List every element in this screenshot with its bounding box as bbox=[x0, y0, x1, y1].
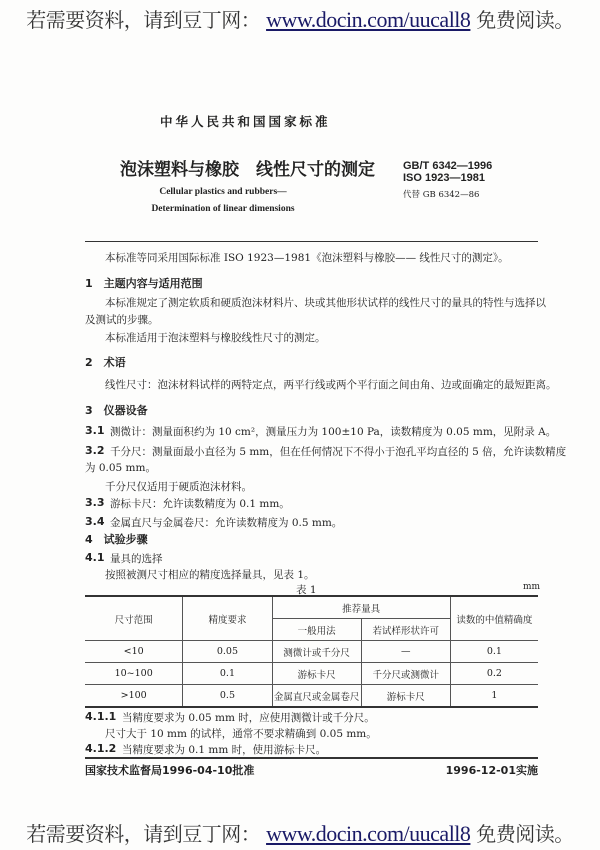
table-row bbox=[85, 663, 538, 685]
cell: 金属直尺或金属卷尺 bbox=[272, 685, 361, 708]
bottom-banner bbox=[0, 818, 600, 847]
top-banner bbox=[0, 4, 600, 33]
paragraph: 为 0.05 mm。 bbox=[85, 462, 156, 474]
banner-suffix: 免费阅读。 bbox=[476, 8, 574, 32]
paragraph: 测微计：测量面积约为 10 cm²，测量压力为 100±10 Pa，读数精度为 0.05 mm，见附录 A。 bbox=[110, 426, 557, 438]
cell: 10~100 bbox=[85, 663, 183, 685]
header-rule bbox=[85, 241, 538, 242]
paragraph: 按照被测尺寸相应的精度选择量具，见表 1。 bbox=[105, 569, 315, 581]
document-title: 泡沫塑料与橡胶 线性尺寸的测定 bbox=[120, 160, 375, 180]
header-cell: 一般用法 bbox=[272, 619, 361, 641]
clause-number: 3.1 bbox=[85, 424, 105, 437]
paragraph: 及测试的步骤。 bbox=[85, 314, 159, 326]
banner-link[interactable]: www.docin.com/uucall8 bbox=[266, 7, 471, 32]
header-cell: 读数的中值精确度 bbox=[450, 596, 538, 641]
footer-rule bbox=[85, 757, 538, 759]
clause-number: 3.3 bbox=[85, 496, 105, 509]
clause-number: 4.1 bbox=[85, 551, 105, 564]
cell: 1 bbox=[450, 685, 538, 708]
standard-code: GB/T 6342—1996 bbox=[403, 160, 493, 172]
paragraph: 千分尺仅适用于硬质泡沫材料。 bbox=[105, 481, 252, 493]
paragraph: 量具的选择 bbox=[110, 553, 163, 565]
intro-text: 本标准等同采用国际标准 ISO 1923—1981《泡沫塑料与橡胶—— 线性尺寸的测定》。 bbox=[105, 252, 509, 264]
banner-text: 若需要资料，请到豆丁网： bbox=[26, 822, 261, 846]
table-row bbox=[85, 685, 538, 708]
header-cell: 若试样形状许可 bbox=[361, 619, 450, 641]
clause-number: 3.2 bbox=[85, 444, 105, 457]
table-1 bbox=[85, 595, 538, 708]
national-standard-heading: 中华人民共和国国家标准 bbox=[160, 114, 331, 129]
cell: 千分尺或测微计 bbox=[361, 663, 450, 685]
replaces-code: 代替 GB 6342—86 bbox=[403, 190, 480, 200]
section-1-heading: 1 主题内容与适用范围 bbox=[85, 277, 203, 290]
iso-code: ISO 1923—1981 bbox=[403, 172, 485, 184]
section-3-heading: 3 仪器设备 bbox=[85, 404, 148, 417]
header-cell: 推荐量具 bbox=[272, 596, 450, 619]
banner-suffix: 免费阅读。 bbox=[476, 822, 574, 846]
clause-number: 4.1.2 bbox=[85, 742, 117, 755]
cell: — bbox=[361, 641, 450, 663]
paragraph: 当精度要求为 0.1 mm 时，使用游标卡尺。 bbox=[122, 744, 327, 756]
paragraph: 金属直尺与金属卷尺：允许读数精度为 0.5 mm。 bbox=[110, 517, 343, 529]
cell: 0.5 bbox=[183, 685, 272, 708]
cell: 游标卡尺 bbox=[272, 663, 361, 685]
approval-date: 国家技术监督局1996-04-10批准 bbox=[85, 764, 255, 777]
cell: 0.1 bbox=[183, 663, 272, 685]
section-4-heading: 4 试验步骤 bbox=[85, 533, 148, 546]
cell: 0.2 bbox=[450, 663, 538, 685]
paragraph: 当精度要求为 0.05 mm 时，应使用测微计或千分尺。 bbox=[122, 712, 375, 724]
cell: >100 bbox=[85, 685, 183, 708]
paragraph: 游标卡尺：允许读数精度为 0.1 mm。 bbox=[110, 498, 290, 510]
banner-text: 若需要资料，请到豆丁网： bbox=[26, 8, 261, 32]
section-2-heading: 2 术语 bbox=[85, 356, 126, 369]
clause-number: 3.4 bbox=[85, 515, 105, 528]
clause-number: 4.1.1 bbox=[85, 710, 117, 723]
cell: 测微计或千分尺 bbox=[272, 641, 361, 663]
header-cell: 尺寸范围 bbox=[85, 596, 183, 641]
paragraph: 尺寸大于 10 mm 的试样，通常不要求精确到 0.05 mm。 bbox=[105, 728, 377, 740]
paragraph: 千分尺：测量面最小直径为 5 mm，但在任何情况下不得小于泡孔平均直径的 5 倍，允许读数精度 bbox=[110, 446, 567, 458]
cell: 0.05 bbox=[183, 641, 272, 663]
paragraph: 本标准适用于泡沫塑料与橡胶线性尺寸的测定。 bbox=[105, 332, 326, 344]
cell: <10 bbox=[85, 641, 183, 663]
cell: 游标卡尺 bbox=[361, 685, 450, 708]
cell: 0.1 bbox=[450, 641, 538, 663]
paragraph: 本标准规定了测定软质和硬质泡沫材料片、块或其他形状试样的线性尺寸的量具的特性与选择以 bbox=[105, 297, 546, 309]
english-title-1: Cellular plastics and rubbers— bbox=[159, 187, 287, 197]
banner-link[interactable]: www.docin.com/uucall8 bbox=[266, 821, 471, 846]
effective-date: 1996-12-01实施 bbox=[445, 764, 538, 777]
english-title-2: Determination of linear dimensions bbox=[151, 204, 295, 214]
table-unit: mm bbox=[523, 582, 541, 592]
header-cell: 精度要求 bbox=[183, 596, 272, 641]
table-row bbox=[85, 641, 538, 663]
table-caption: 表 1 bbox=[296, 584, 317, 596]
table-header-row bbox=[85, 596, 538, 619]
paragraph: 线性尺寸：泡沫材料试样的两特定点，两平行线或两个平行面之间由角、边或面确定的最短距离。 bbox=[105, 379, 557, 391]
